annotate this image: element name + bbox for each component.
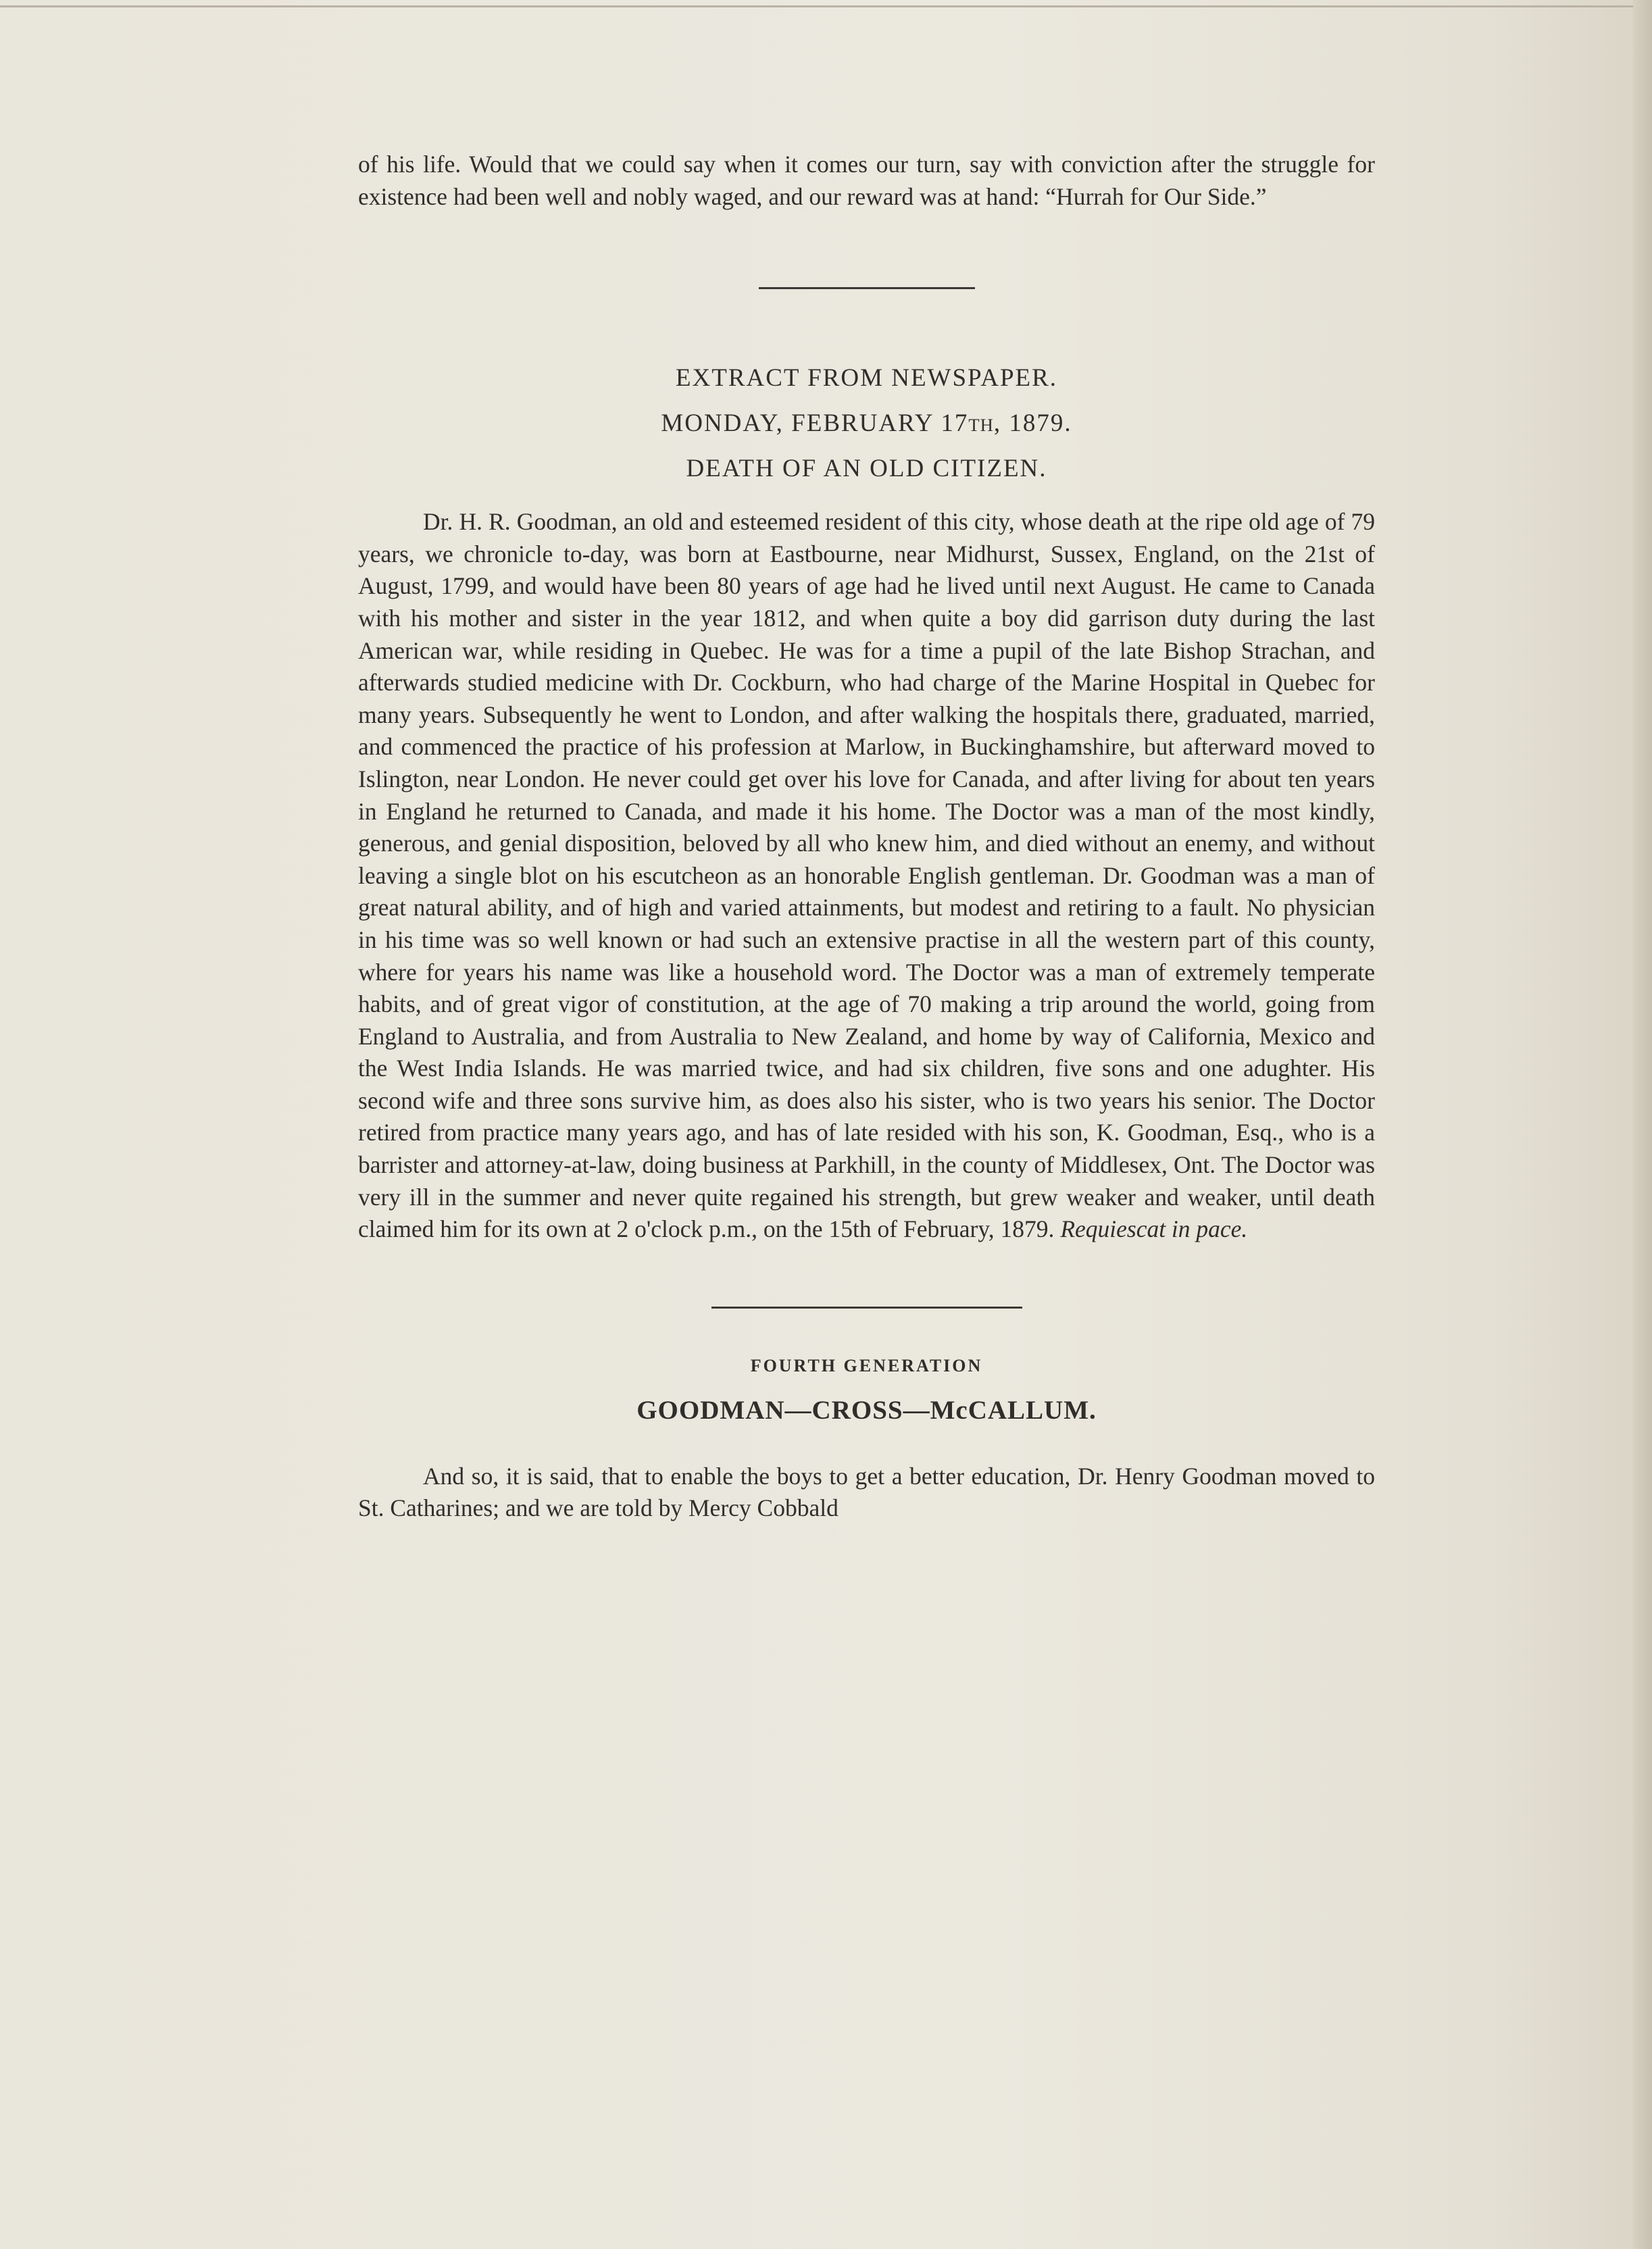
date-heading-prefix: MONDAY, FEBRUARY 17 xyxy=(661,409,969,438)
date-heading-suffix: TH xyxy=(968,415,994,436)
family-title: GOODMAN—CROSS—McCALLUM. xyxy=(636,1395,1097,1425)
generation-paragraph: And so, it is said, that to enable the boys to get a better education, Dr. Henry Goodman moved to St. Catharines; and we are told by Mercy Cobbald xyxy=(358,1462,1375,1522)
date-heading xyxy=(358,409,1375,438)
page-spine-shadow xyxy=(1633,0,1652,2249)
obituary-heading: DEATH OF AN OLD CITIZEN. xyxy=(686,455,1047,483)
date-heading-year: , 1879. xyxy=(993,409,1072,438)
generation-label: FOURTH GENERATION xyxy=(750,1355,983,1375)
opening-paragraph: of his life. Would that we could say when it comes our turn, say with conviction after the struggle for existence had been well and nobly waged, and our reward was at hand: “Hurrah for Our Side.” xyxy=(358,151,1375,210)
obituary-text: Dr. H. R. Goodman, an old and esteemed resident of this city, whose death at the ripe old age of 79 years, we chronicle to-day, was born at Eastbourne, near Midhurst, Sussex, England, on the 21st of August, 1799, and would have been 80 years of age had he lived until next August. He came to Canada with his mother and sister in the year 1812, and when quite a boy did garrison duty during the last American war, while residing in Quebec. He was for a time a pupil of the late Bishop Strachan, and afterwards studied medicine with Dr. Cockburn, who had charge of the Marine Hospital in Quebec for many years. Subsequently he went to London, and after walking the hospitals there, graduated, married, and commenced the practice of his profession at Marlow, in Buckinghamshire, but afterward moved to Islington, near London. He never could get over his love for Canada, and after living for about ten years in England he returned to Canada, and made it his home. The Doctor was a man of the most kindly, generous, and genial disposition, beloved by all who knew him, and died without an enemy, and without leaving a single blot on his escutcheon as an honorable English gentleman. Dr. Goodman was a man of great natural ability, and of high and varied attainments, but modest and retiring to a fault. No physician in his time was so well known or had such an extensive practise in all the western part of this county, where for years his name was like a household word. The Doctor was a man of extremely temperate habits, and of great vigor of constitution, at the age of 70 making a trip around the world, going from England to Australia, and from Australia to New Zealand, and home by way of California, Mexico and the West India Islands. He was married twice, and had six children, five sons and one adughter. His second wife and three sons survive him, as does also his sister, who is two years his senior. The Doctor retired from practice many years ago, and has of late resided with his son, K. Goodman, Esq., who is a barrister and attorney-at-law, doing business at Parkhill, in the county of Middlesex, Ont. The Doctor was very ill in the summer and never quite regained his strength, but grew weaker and weaker, until death claimed him for its own at 2 o'clock p.m., on the 15th of February, 1879. xyxy=(358,508,1375,1243)
extract-heading: EXTRACT FROM NEWSPAPER. xyxy=(675,364,1058,393)
requiescat-text: Requiescat in pace. xyxy=(1060,1215,1248,1243)
obituary-paragraph xyxy=(358,506,1375,1246)
section-divider-2 xyxy=(711,1307,1022,1309)
section-divider-1 xyxy=(759,287,975,289)
text-column xyxy=(358,149,1375,1525)
top-edge-line xyxy=(0,5,1652,7)
